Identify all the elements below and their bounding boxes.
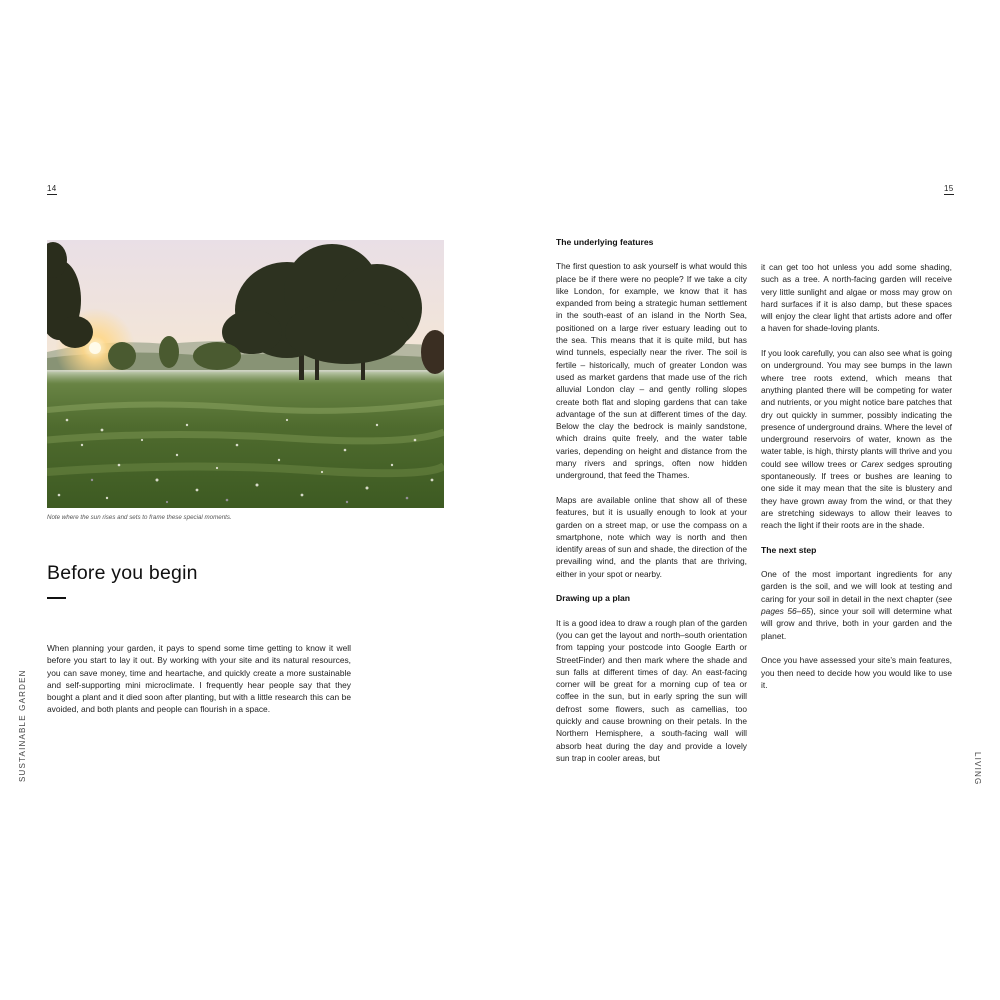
- body-paragraph: The first question to ask yourself is what would this place be if there were no people? If we take a city like London, for example, we know that it has expanded from being a strategic human settlement in the south-east of an island in the North Sea, positioned on a large river estuary leading out to the sea. This means that it is quite mild, but has wind tunnels, especially near the river. The soil is fertile – historically, much of greater London was used as market gardens that made use of the rich alluvial London clay – and gently rolling slopes create both flat and sloping gardens that can take advantage of the sun at different times of the day. Below the clay the bedrock is mainly sandstone, which drains quite freely, and the water table varies, depending on height and distance from the many rivers and springs, often now hidden underground, that feed the Thames.: [556, 261, 747, 481]
- body-paragraph: One of the most important ingredients for any garden is the soil, and we will look at testing and caring for your soil in detail in the next chapter (see pages 56–65), since your soil will determine what will grow and thrive, both in your garden and the planet.: [761, 569, 952, 641]
- title-underline-rule: [47, 597, 66, 599]
- page-title: Before you begin: [47, 562, 198, 584]
- running-head-left: SUSTAINABLE GARDEN: [18, 669, 27, 782]
- page-number-right: 15: [944, 184, 954, 193]
- section-heading-drawing-plan: Drawing up a plan: [556, 593, 631, 604]
- running-head-right: LIVING: [973, 752, 982, 786]
- photo-caption: Note where the sun rises and sets to frame these special moments.: [47, 514, 232, 521]
- body-paragraph: It is a good idea to draw a rough plan of the garden (you can get the layout and north–south orientation from tapping your postcode into Google Earth or StreetFinder) and then mark where the shade and sun falls at different times of day. An east-facing corner will be great for a morning cup of tea or coffee in the sun, but in early spring the sun will defrost some flowers, such as camellias, too quickly and cause browning on their petals. In the Northern Hemisphere, a south-facing wall will absorb heat during the day and provide a lovely sun trap in cooler areas, but: [556, 617, 747, 763]
- body-paragraph: Maps are available online that show all of these features, but it is usually enough to look at your garden on a street map, or use the compass on a smartphone, note which way is north and then identify areas of sun and shade, the direction of the prevailing wind, and the plants that are thriving, either in your spot or nearby.: [556, 494, 747, 579]
- page-number-left: 14: [47, 184, 57, 193]
- intro-paragraph: When planning your garden, it pays to spend some time getting to know it well before you start to lay it out. By working with your site and its natural resources, you can save money, time and heartache, and quickly create a more sustainable and self-supporting mini microclimate. I frequently hear people say that they bought a plant and it died soon after planting, but with a little research this can be avoided, and both plants and people can flourish in a space.: [47, 643, 351, 715]
- body-paragraph: If you look carefully, you can also see what is going on underground. You may see bumps in the lawn where tree roots extend, which means that anything planted there will be competing for water and nutrients, or you might notice bare patches that dry out quickly in summer, possibly indicating the presence of underground drains. Where the level of underground reservoirs of water, known as the water table, is high, thirsty plants will thrive and you could see willow trees or Carex sedges sprouting spontaneously. If trees or bushes are leaning to one side it may mean that the site is blustery and they have grown away from the wind, or that they are stretching sideways to allow their leaves to reach the light if their roots are in the shade.: [761, 348, 952, 531]
- section-heading-underlying-features: The underlying features: [556, 237, 654, 247]
- body-paragraph: it can get too hot unless you add some shading, such as a tree. A north-facing garden will receive very little sunlight and algae or moss may grow on hard surfaces if it is also damp, but these spaces will enjoy the clear light that artists adore and offer a haven for shade-loving plants.: [761, 262, 952, 334]
- section-heading-next-step: The next step: [761, 544, 817, 555]
- garden-meadow-photo: [47, 240, 444, 508]
- body-paragraph: Once you have assessed your site’s main features, you then need to decide how you would like to use it.: [761, 655, 952, 690]
- text-column-1: [556, 236, 747, 764]
- text-column-2: [761, 261, 952, 691]
